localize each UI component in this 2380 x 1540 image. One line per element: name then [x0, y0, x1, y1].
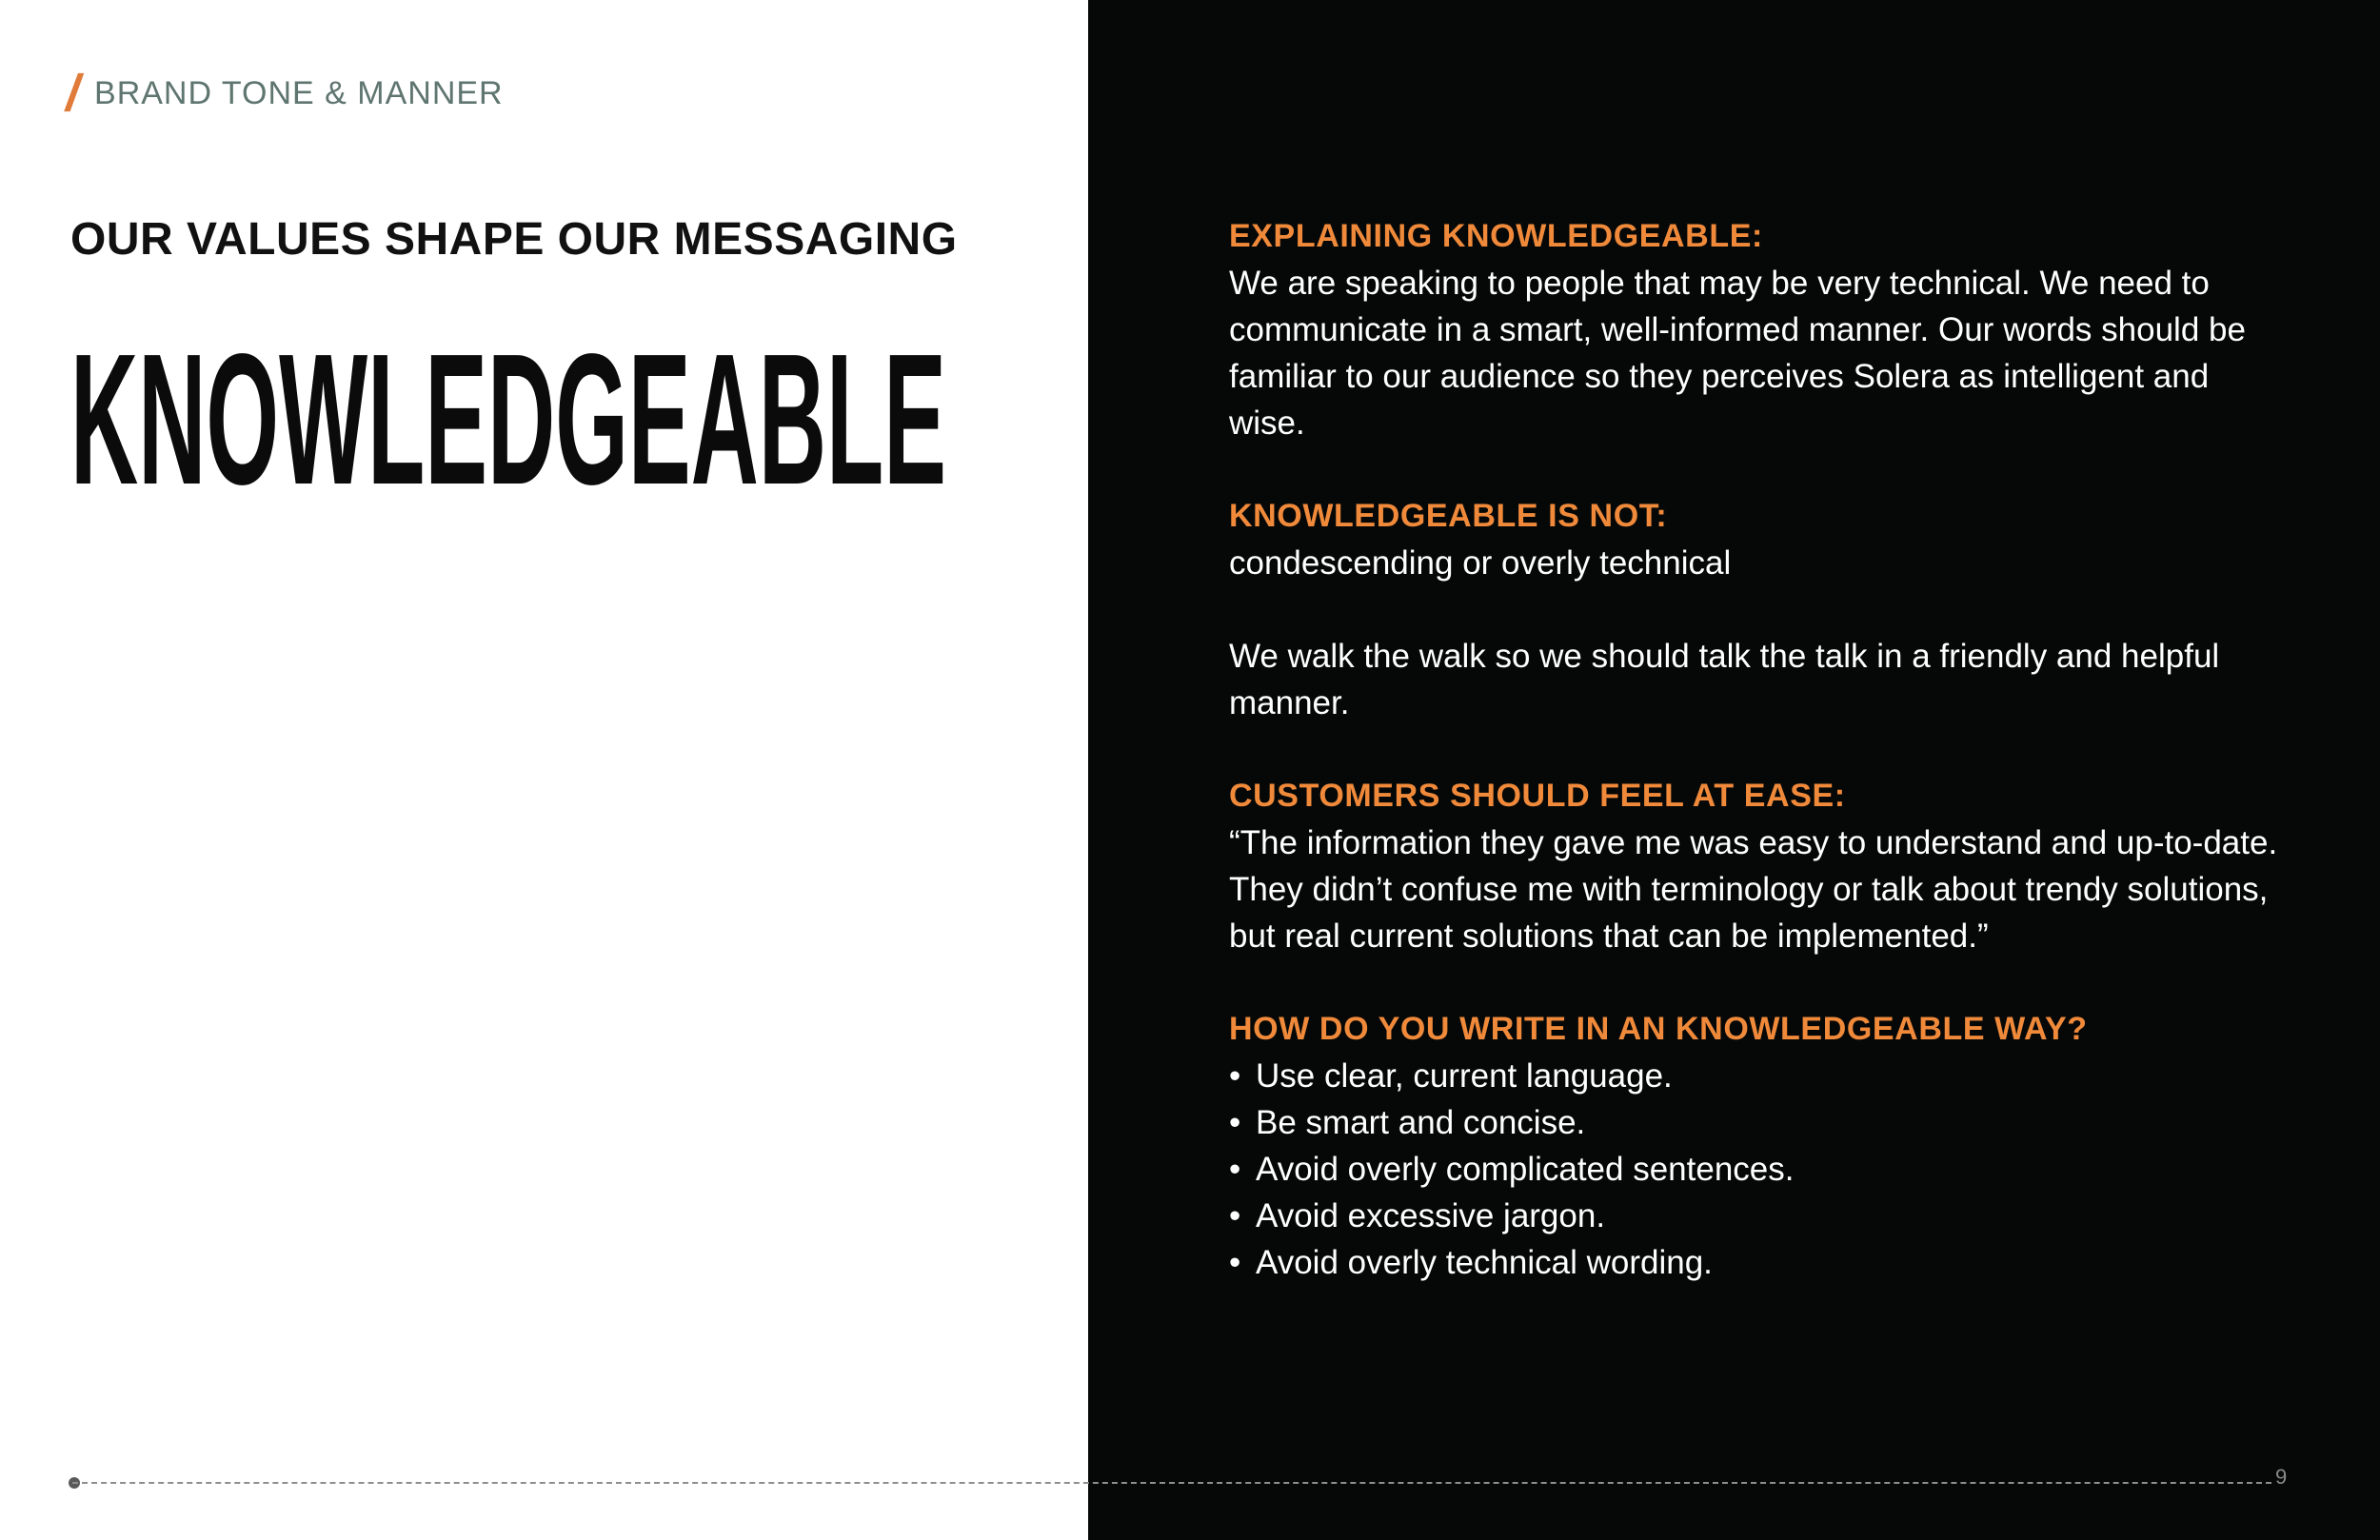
section-header: [61, 65, 504, 122]
content-column: [1229, 213, 2286, 1333]
not-title: KNOWLEDGEABLE IS NOT:: [1229, 498, 1668, 534]
knowledgeable-title: [70, 297, 946, 487]
guideline-item: • Be smart and concise.: [1229, 1099, 2286, 1146]
page-number: 9: [2275, 1465, 2288, 1489]
knowledgeable-title-text: KNOWLEDGEABLE: [70, 315, 946, 487]
section-label: BRAND TONE & MANNER: [94, 75, 504, 111]
knowledgeable-title-svg: [70, 297, 946, 487]
ease-quote: “The information they gave me was easy to understand and up-to-date. They didn’t confuse me with terminology or talk about trendy solutions, but real current solutions that can be implemented.”: [1229, 824, 2278, 955]
not-section: [1229, 493, 2286, 586]
explaining-title: EXPLAINING KNOWLEDGEABLE:: [1229, 218, 1763, 254]
walk-section: [1229, 633, 2286, 726]
walk-text: We walk the walk so we should talk the talk in a friendly and helpful manner.: [1229, 638, 2220, 721]
values-heading: OUR VALUES SHAPE OUR MESSAGING: [70, 214, 958, 265]
guideline-item: • Avoid excessive jargon.: [1229, 1193, 2286, 1239]
not-text: condescending or overly technical: [1229, 544, 1732, 582]
how-title: HOW DO YOU WRITE IN AN KNOWLEDGEABLE WAY?: [1229, 1011, 2088, 1047]
guideline-item: • Avoid overly technical wording.: [1229, 1239, 2286, 1286]
guideline-item: • Use clear, current language.: [1229, 1053, 2286, 1099]
guideline-item: • Avoid overly complicated sentences.: [1229, 1146, 2286, 1193]
explaining-section: [1229, 213, 2286, 446]
ease-title: CUSTOMERS SHOULD FEEL AT EASE:: [1229, 778, 1846, 814]
how-section: [1229, 1006, 2286, 1286]
guidelines-list: [1229, 1053, 2286, 1286]
section-slash-mark: /: [61, 65, 87, 122]
ease-section: [1229, 773, 2286, 959]
footer-dashed-rule: [72, 1482, 2271, 1484]
explaining-text: We are speaking to people that may be very technical. We need to communicate in a smart, well-informed manner. Our words should be familiar to our audience so they perceives Solera as intelligent and wise.: [1229, 265, 2246, 442]
